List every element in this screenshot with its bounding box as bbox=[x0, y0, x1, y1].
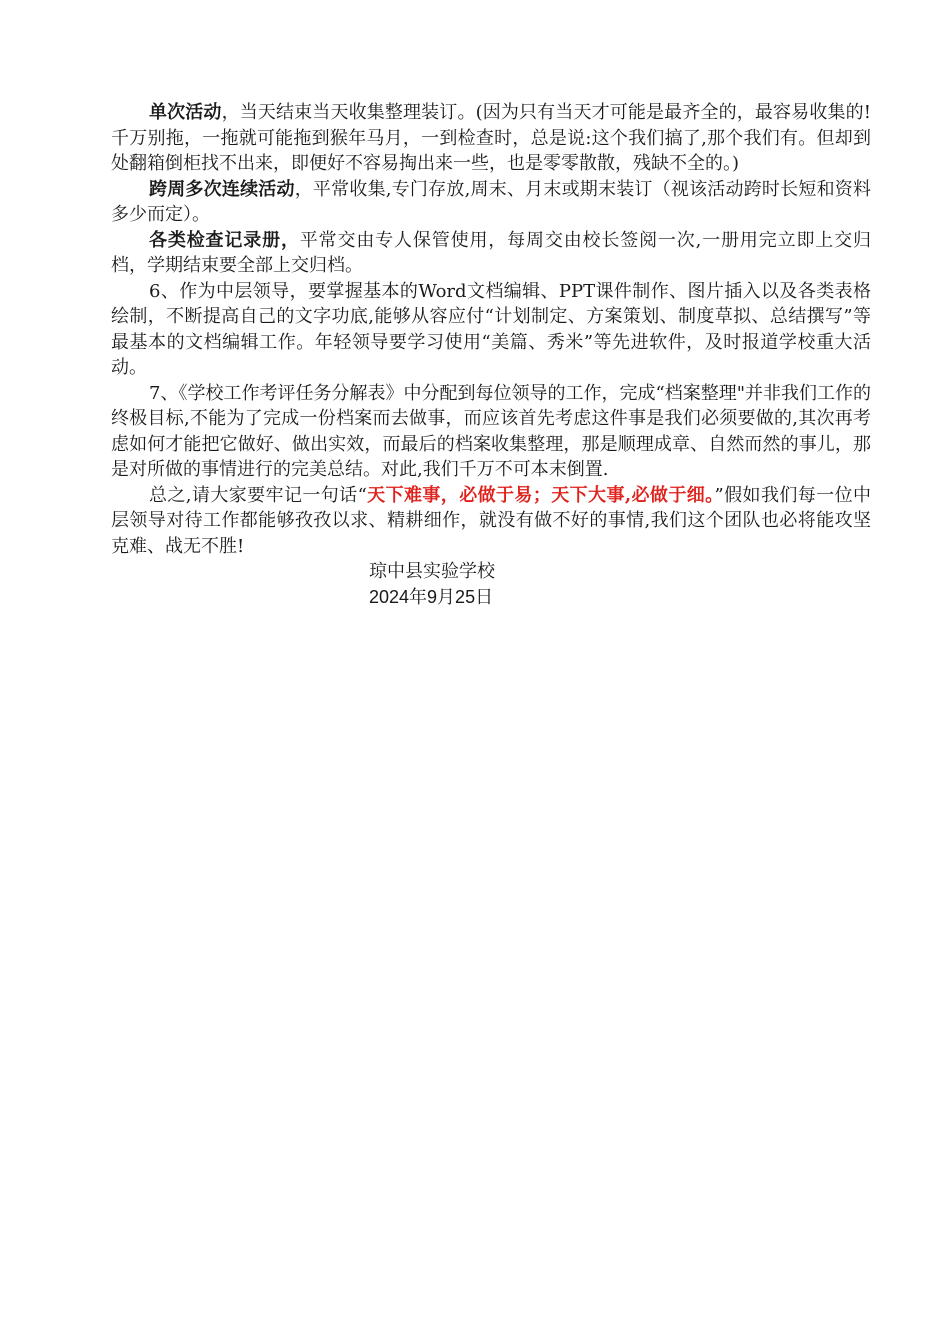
text-item-7: 7、《学校工作考评任务分解表》中分配到每位领导的工作，完成“档案整理"并非我们工作的终极目标,不能为了完成一份档案而去做事，而应该首先考虑这件事是我们必须要做的,其次再考虑如何才能把它做好、做出实效，而最后的档案收集整理，那是顺理成章、自然而然的事儿，那是对所做的事情进行的完美总结。对此,我们千万不可本末倒置. bbox=[111, 382, 871, 480]
text-conclusion-quote: 天下难事，必做于易；天下大事,必做于细。 bbox=[366, 484, 715, 506]
text-single-activity: ，当天结束当天收集整理装订。(因为只有当天才可能是最齐全的，最容易收集的!千万别拖，一拖就可能拖到猴年马月，一到检查时，总是说:这个我们搞了,那个我们有。但却到处翻箱倒柜找不出来，即便好不容易掏出来一些，也是零零散散，残缺不全的。) bbox=[111, 102, 871, 174]
heading-inspection-records: 各类检查记录册， bbox=[149, 229, 300, 251]
document-body bbox=[111, 100, 871, 610]
text-conclusion-after: ”假如我们每一位中层领导对待工作都能够孜孜以求、精耕细作，就没有做不好的事情,我们这个团队也必将能攻坚克难、战无不胜! bbox=[111, 484, 871, 557]
paragraph-inspection-records bbox=[111, 228, 871, 279]
text-multi-week-activity: ，平常收集,专门存放,周末、月末或期末装订（视该活动跨时长短和资料多少而定）。 bbox=[111, 178, 871, 225]
heading-single-activity: 单次活动 bbox=[149, 102, 222, 123]
paragraph-item-6 bbox=[111, 279, 871, 381]
paragraph-single-activity bbox=[111, 100, 871, 177]
paragraph-item-7 bbox=[111, 381, 871, 483]
signature-org: 琼中县实验学校 bbox=[369, 561, 495, 582]
paragraph-multi-week-activity bbox=[111, 177, 871, 228]
heading-multi-week-activity: 跨周多次连续活动 bbox=[149, 178, 295, 200]
text-item-6: 6、作为中层领导，要掌握基本的Word文档编辑、PPT课件制作、图片插入以及各类表格绘制，不断提高自己的文字功底,能够从容应付“计划制定、方案策划、制度草拟、总结撰写”等最基本的文档编辑工作。年轻领导要学习使用“美篇、秀米”等先进软件，及时报道学校重大活动。 bbox=[111, 280, 871, 378]
text-conclusion-before: 总之,请大家要牢记一句话“ bbox=[149, 484, 367, 506]
signature-date: 2024年9月25日 bbox=[369, 586, 494, 607]
paragraph-conclusion bbox=[111, 483, 871, 560]
text-inspection-records: 平常交由专人保管使用，每周交由校长签阅一次,一册用完立即上交归档，学期结束要全部上交归档。 bbox=[111, 229, 872, 276]
